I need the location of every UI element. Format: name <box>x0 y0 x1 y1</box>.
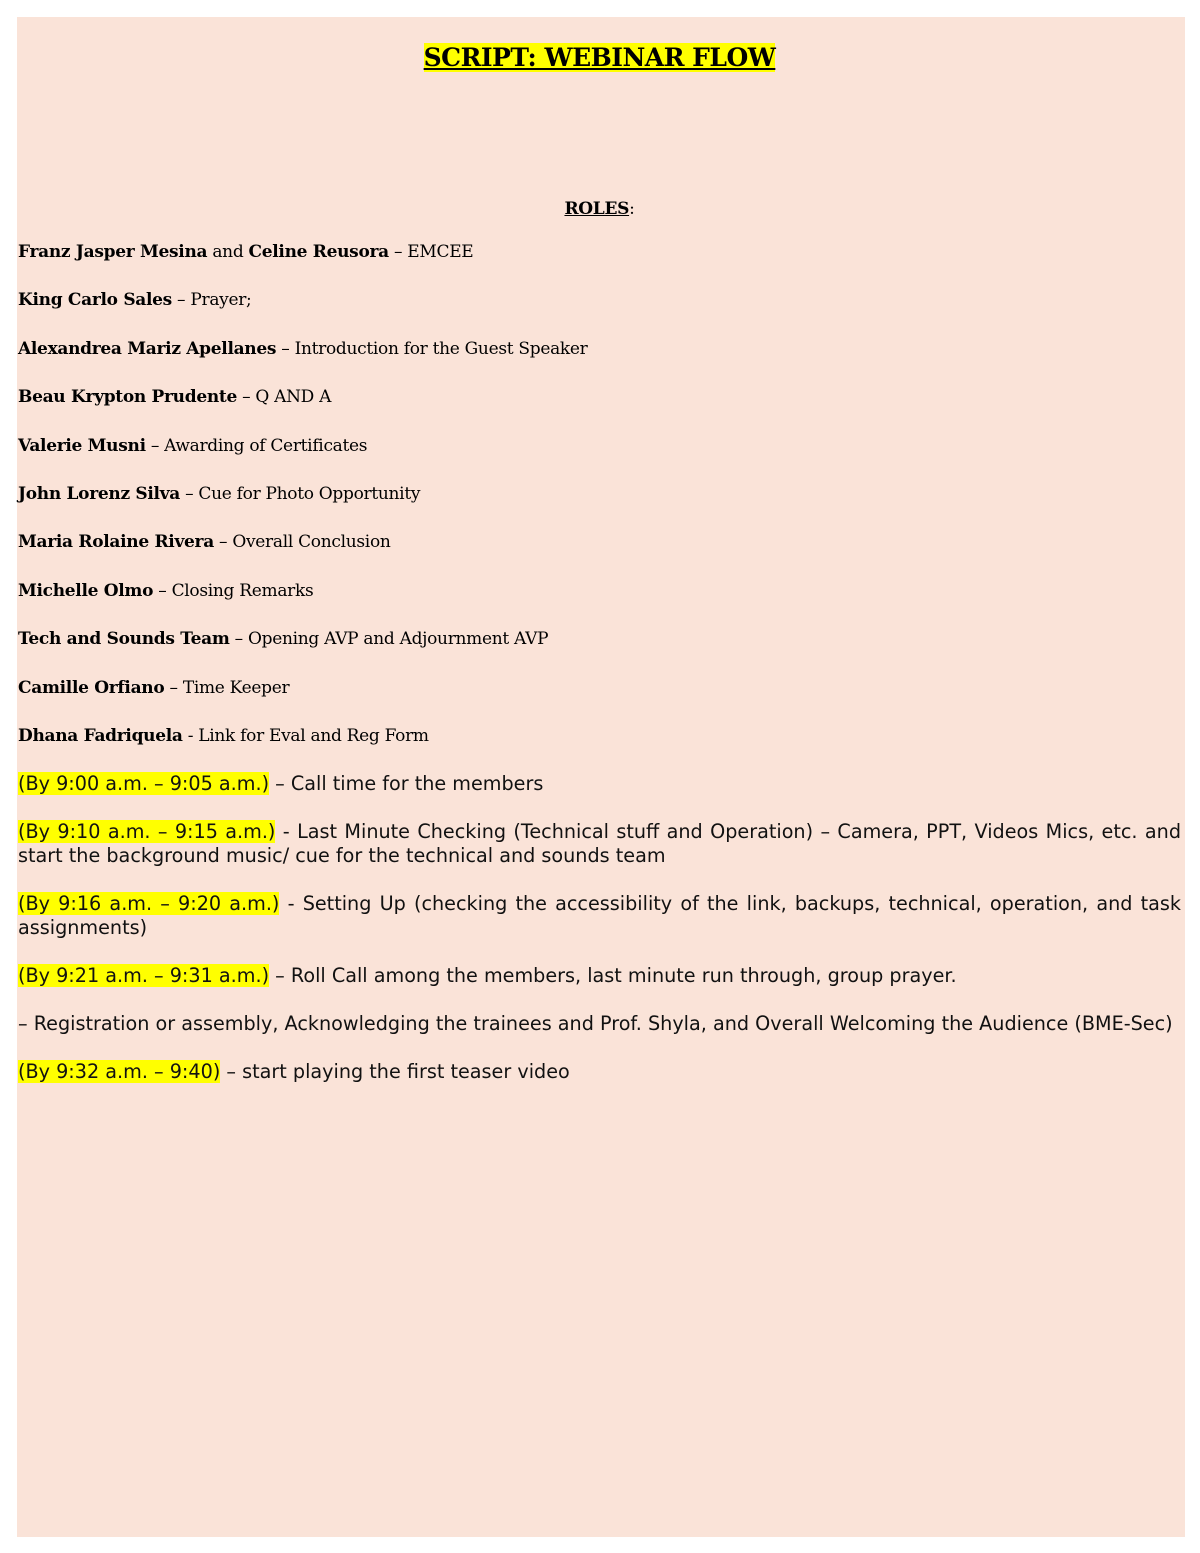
roles-heading-label: ROLES <box>564 199 630 219</box>
roles-heading <box>18 199 1181 219</box>
time-range: (By 9:00 a.m. – 9:05 a.m.) <box>18 772 270 796</box>
timeline-text: - Setting Up (checking the accessibility of the link, backups, technical, operation, and task assignments) <box>18 892 1181 940</box>
timeline-entry <box>18 964 1181 988</box>
role-task: – Cue for Photo Opportunity <box>180 483 421 504</box>
timeline-entry <box>18 1060 1181 1084</box>
timeline-text: – Registration or assembly, Acknowledging the trainees and Prof. Shyla, and Overall Welcoming the Audience (BME-Sec) <box>18 1012 1173 1036</box>
role-names: Michelle Olmo <box>18 580 154 601</box>
role-task: – Overall Conclusion <box>213 532 391 553</box>
role-entry <box>18 385 1181 433</box>
time-range: (By 9:21 a.m. – 9:31 a.m.) <box>18 964 270 988</box>
role-names: Maria Rolaine Rivera <box>18 532 214 553</box>
timeline-text: - Last Minute Checking (Technical stuff and Operation) – Camera, PPT, Videos Mics, etc. and start the background music/ cue for the technical and sounds team <box>18 820 1181 868</box>
timeline-entry <box>18 1012 1181 1036</box>
role-entry <box>18 627 1181 675</box>
time-range: (By 9:10 a.m. – 9:15 a.m.) <box>18 820 276 844</box>
role-task: – Opening AVP and Adjournment AVP <box>229 629 549 650</box>
role-names: John Lorenz Silva <box>18 483 181 504</box>
timeline-entry <box>18 772 1181 796</box>
role-joiner: and <box>207 242 249 262</box>
roles-heading-colon: : <box>629 199 635 219</box>
timeline-text: – start playing the first teaser video <box>220 1060 570 1084</box>
timeline-text: – Roll Call among the members, last minute run through, group prayer. <box>269 964 957 988</box>
role-names: Beau Krypton Prudente <box>18 387 237 408</box>
role-names: Camille Orfiano <box>18 677 165 698</box>
document-title: SCRIPT: WEBINAR FLOW <box>423 43 776 72</box>
role-task: - Link for Eval and Reg Form <box>182 725 429 746</box>
role-entry <box>18 724 1181 772</box>
role-entry <box>18 240 1181 288</box>
role-names-2: Celine Reusora <box>248 242 389 262</box>
role-names: Alexandrea Mariz Apellanes <box>18 338 277 359</box>
time-range: (By 9:32 a.m. – 9:40) <box>18 1060 221 1084</box>
timeline-entry <box>18 820 1181 868</box>
role-task: – Q AND A <box>236 387 332 408</box>
document-page <box>17 17 1185 1537</box>
role-task: – Awarding of Certificates <box>145 435 368 456</box>
role-entry <box>18 434 1181 482</box>
title-block <box>18 17 1181 165</box>
roles-list <box>18 240 1181 772</box>
role-entry <box>18 676 1181 724</box>
role-names: King Carlo Sales <box>18 290 172 311</box>
timeline-text: – Call time for the members <box>269 772 544 796</box>
role-task: – Introduction for the Guest Speaker <box>276 338 588 359</box>
time-range: (By 9:16 a.m. – 9:20 a.m.) <box>18 892 280 916</box>
timeline-list <box>18 772 1181 1084</box>
role-names: Tech and Sounds Team <box>18 629 230 650</box>
timeline-entry <box>18 892 1181 940</box>
role-entry <box>18 337 1181 385</box>
role-entry <box>18 288 1181 336</box>
role-entry <box>18 482 1181 530</box>
role-entry <box>18 530 1181 578</box>
role-task: – Time Keeper <box>164 677 290 698</box>
role-names: Dhana Fadriquela <box>18 725 183 746</box>
role-task: – Closing Remarks <box>153 580 314 601</box>
role-task: – EMCEE <box>388 242 474 262</box>
role-names: Franz Jasper Mesina <box>18 242 208 262</box>
role-entry <box>18 579 1181 627</box>
role-task: – Prayer; <box>171 290 252 311</box>
role-names: Valerie Musni <box>18 435 146 456</box>
